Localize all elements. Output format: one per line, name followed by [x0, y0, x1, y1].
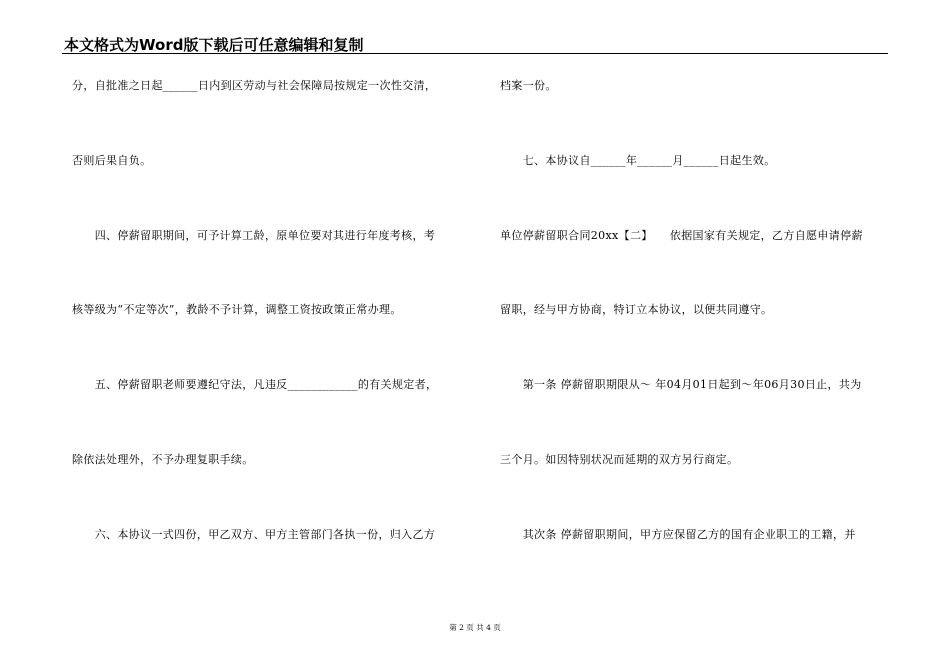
paragraph-line: 第一条 停薪留职期限从～ 年04月01日起到～年06月30日止，共为: [500, 378, 862, 391]
paragraph-line: 除依法处理外，不予办理复职手续。: [72, 453, 254, 466]
paragraph-line: 档案一份。: [500, 79, 557, 92]
paragraph-line: 五、停薪留职老师要遵纪守法，凡违反____________的有关规定者，: [72, 378, 438, 391]
page-number-footer: 第 2 页 共 4 页: [449, 623, 501, 632]
paragraph-line: 七、本协议自______年______月______日起生效。: [500, 154, 776, 167]
header-divider: [62, 53, 888, 54]
paragraph-line: 留职，经与甲方协商，特订立本协议，以便共同遵守。: [500, 303, 773, 316]
paragraph-line: 四、停薪留职期间，可予计算工龄，原单位要对其进行年度考核，考: [72, 229, 436, 242]
paragraph-line: 六、本协议一式四份，甲乙双方、甲方主管部门各执一份，归入乙方: [72, 528, 436, 541]
paragraph-line: 核等级为“不定等次”，教龄不予计算，调整工资按政策正常办理。: [72, 303, 402, 316]
paragraph-line: 分，自批准之日起______日内到区劳动与社会保障局按规定一次性交清，: [72, 79, 437, 92]
paragraph-line: 否则后果自负。: [72, 154, 152, 167]
document-header-title: 本文格式为Word版下载后可任意编辑和复制: [64, 36, 364, 54]
paragraph-line: 其次条 停薪留职期间，甲方应保留乙方的国有企业职工的工籍，并: [500, 528, 856, 541]
paragraph-line: 单位停薪留职合同20xx【二】 依据国家有关规定，乙方自愿申请停薪: [500, 229, 863, 242]
paragraph-line: 三个月。如因特别状况而延期的双方另行商定。: [500, 453, 739, 466]
